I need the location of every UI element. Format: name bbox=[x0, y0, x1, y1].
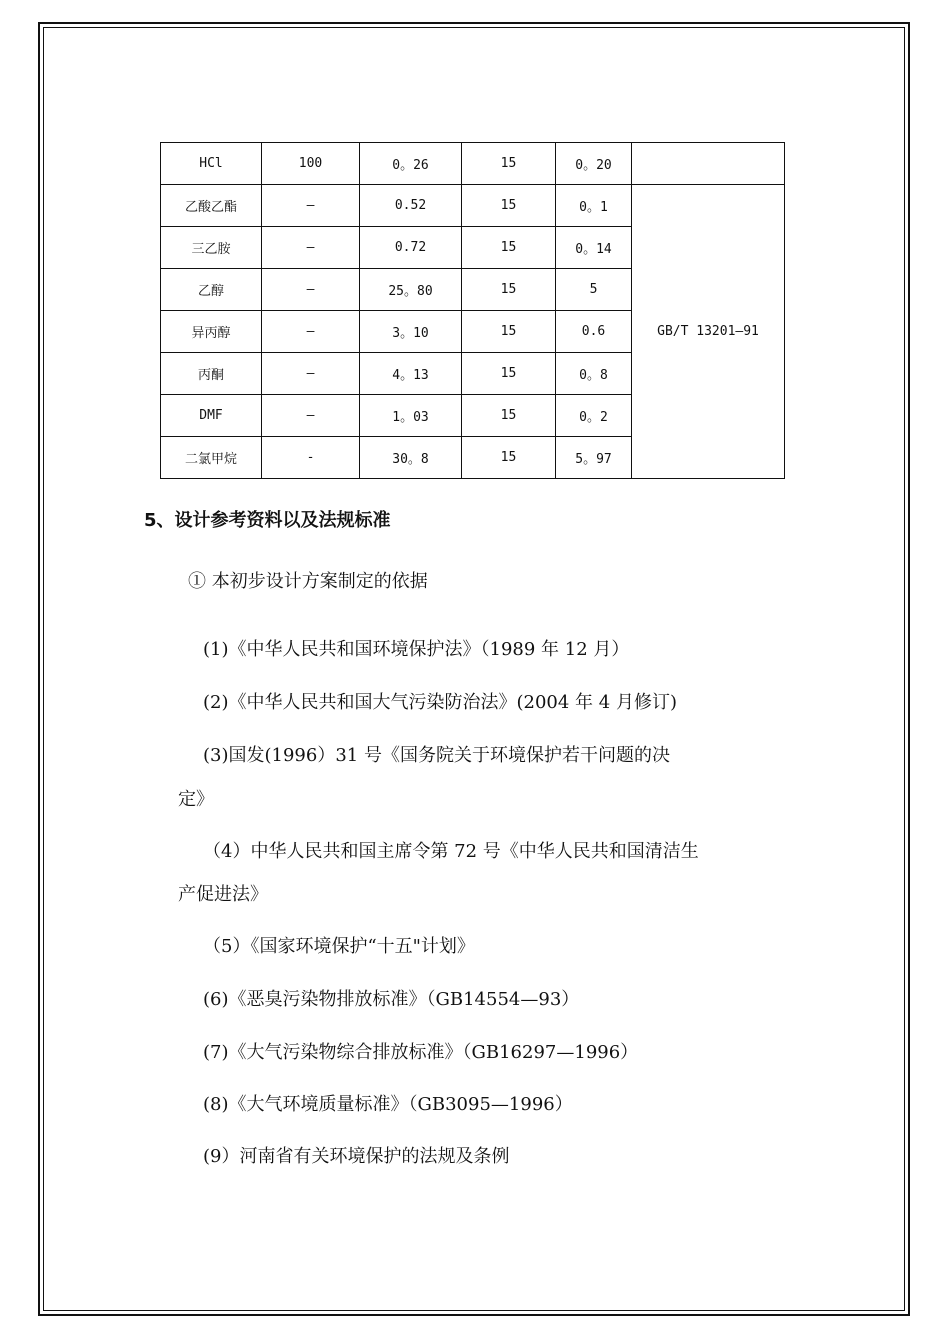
pollutant-name: DMF bbox=[161, 395, 262, 437]
pollutant-name: 丙酮 bbox=[161, 353, 262, 395]
pollutant-name: 三乙胺 bbox=[161, 227, 262, 269]
table-cell: 0。2 bbox=[556, 395, 632, 437]
table-cell: 15 bbox=[462, 395, 556, 437]
table-cell: — bbox=[262, 311, 360, 353]
table-cell: 5。97 bbox=[556, 437, 632, 479]
section-heading: 5、设计参考资料以及法规标准 bbox=[144, 510, 391, 531]
reference-item: (3)国发(1996）31 号《国务院关于环境保护若干问题的决 bbox=[203, 745, 670, 766]
emission-table bbox=[160, 142, 785, 479]
table-cell: 0。8 bbox=[556, 353, 632, 395]
pollutant-name: 乙醇 bbox=[161, 269, 262, 311]
table-cell: 15 bbox=[462, 185, 556, 227]
table-cell: 15 bbox=[462, 353, 556, 395]
table-cell: — bbox=[262, 395, 360, 437]
table-cell: 0.6 bbox=[556, 311, 632, 353]
table-cell: 1。03 bbox=[360, 395, 462, 437]
reference-item: (6)《恶臭污染物排放标准》（GB14554—93） bbox=[203, 989, 580, 1010]
table-cell: 0。14 bbox=[556, 227, 632, 269]
pollutant-name: HCl bbox=[161, 143, 262, 185]
table-cell: 0.52 bbox=[360, 185, 462, 227]
table-cell: 0。20 bbox=[556, 143, 632, 185]
table-cell: 15 bbox=[462, 143, 556, 185]
table-cell: — bbox=[262, 353, 360, 395]
reference-item: （5）《国家环境保护“十五"计划》 bbox=[203, 936, 475, 957]
pollutant-name: 乙酸乙酯 bbox=[161, 185, 262, 227]
reference-item: (2)《中华人民共和国大气污染防治法》(2004 年 4 月修订) bbox=[203, 692, 677, 713]
table-cell: - bbox=[262, 437, 360, 479]
reference-item: (1)《中华人民共和国环境保护法》（1989 年 12 月） bbox=[203, 639, 630, 660]
table-cell: 5 bbox=[556, 269, 632, 311]
table-cell: — bbox=[262, 269, 360, 311]
table-cell: 15 bbox=[462, 311, 556, 353]
pollutant-name: 二氯甲烷 bbox=[161, 437, 262, 479]
section-subheading: ① 本初步设计方案制定的依据 bbox=[188, 571, 428, 592]
table-cell: 0。1 bbox=[556, 185, 632, 227]
table-cell: 0。26 bbox=[360, 143, 462, 185]
table-cell: 15 bbox=[462, 269, 556, 311]
table-cell: — bbox=[262, 185, 360, 227]
reference-item: (9）河南省有关环境保护的法规及条例 bbox=[203, 1146, 510, 1167]
table-cell: 3。10 bbox=[360, 311, 462, 353]
reference-item: 定》 bbox=[178, 789, 214, 810]
table-cell: 15 bbox=[462, 437, 556, 479]
table-cell: 25。80 bbox=[360, 269, 462, 311]
standard-cell: GB/T 13201—91 bbox=[632, 185, 785, 479]
reference-item: 产促进法》 bbox=[178, 884, 268, 905]
pollutant-name: 异丙醇 bbox=[161, 311, 262, 353]
reference-item: (7)《大气污染物综合排放标准》（GB16297—1996） bbox=[203, 1042, 639, 1063]
table-cell: 100 bbox=[262, 143, 360, 185]
table-cell: — bbox=[262, 227, 360, 269]
table-cell: 30。8 bbox=[360, 437, 462, 479]
reference-item: (8)《大气环境质量标准》（GB3095—1996） bbox=[203, 1094, 573, 1115]
table-row bbox=[161, 143, 785, 185]
reference-item: （4）中华人民共和国主席令第 72 号《中华人民共和国清洁生 bbox=[203, 841, 699, 862]
table-cell: 15 bbox=[462, 227, 556, 269]
table-cell: 0.72 bbox=[360, 227, 462, 269]
table-cell: 4。13 bbox=[360, 353, 462, 395]
table-row bbox=[161, 185, 785, 227]
table-cell bbox=[632, 143, 785, 185]
